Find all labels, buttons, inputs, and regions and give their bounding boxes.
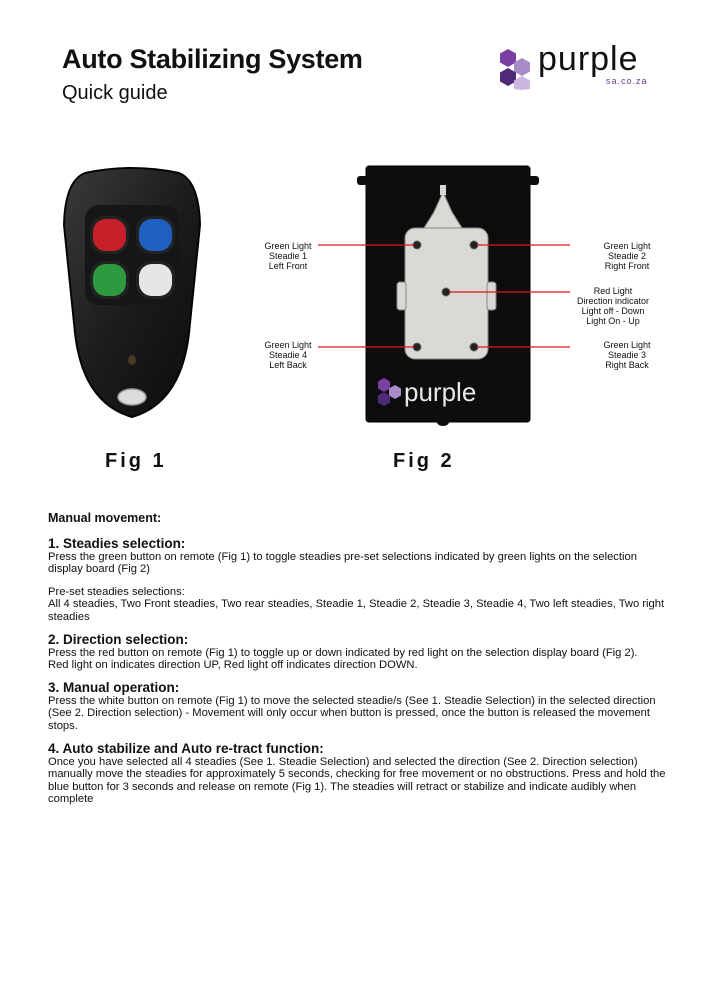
page-title: Auto Stabilizing System — [62, 44, 363, 74]
callout-direction: Red Light Direction indicator Light off - Down Light On - Up — [576, 286, 650, 326]
callout-left-back: Green Light Steadie 4 Left Back — [264, 340, 312, 370]
led-right-front-icon — [470, 241, 478, 249]
instructions — [48, 512, 668, 815]
callout-right-back: Green Light Steadie 3 Right Back — [603, 340, 651, 370]
logo-word: purple — [538, 40, 639, 78]
section-title: 3. Manual operation: — [48, 679, 180, 695]
section-title: 1. Steadies selection: — [48, 535, 186, 551]
paragraph: Press the white button on remote (Fig 1) to move the selected steadie/s (See 1. Steadie Selection) in the selected direction (See 2. Direction selection) - Movement will only occur when button is pressed, once the button is released the movement stops. — [48, 694, 656, 732]
fig1-label: Fig 1 — [105, 450, 167, 472]
callout-left-front: Green Light Steadie 1 Left Front — [264, 241, 312, 271]
paragraph: Red light on indicates direction UP, Red light off indicates direction DOWN. — [48, 659, 418, 672]
section-direction — [48, 633, 668, 672]
section-title: 2. Direction selection: — [48, 631, 189, 647]
paragraph: All 4 steadies, Two Front steadies, Two rear steadies, Steadie 1, Steadie 2, Steadie 3, Steadie 4, Two left steadies, Two right steadies — [48, 598, 665, 623]
led-right-back-icon — [470, 343, 478, 351]
led-direction-icon — [442, 288, 450, 296]
fig2-label: Fig 2 — [393, 450, 455, 472]
section-auto — [48, 742, 668, 806]
section-manual — [48, 681, 668, 733]
paragraph: Press the green button on remote (Fig 1) to toggle steadies pre-set selections indicated by green lights on the selection display board (Fig 2) — [48, 550, 637, 576]
paragraph: Press the red button on remote (Fig 1) to toggle up or down indicated by red light on the selection display board (Fig 2). — [48, 646, 638, 659]
led-left-front-icon — [413, 241, 421, 249]
section-title: 4. Auto stabilize and Auto re-tract function: — [48, 740, 324, 756]
logo-subtext: sa.co.za — [606, 76, 648, 86]
paragraph: Once you have selected all 4 steadies (See 1. Steadie Selection) and selected the direction (See 2. Direction selection) manually move the steadies for approximately 5 seconds, checking for free movement or no obstructions. Press and hold the blue button for 3 seconds and release on remote (Fig 1). The steadies will retract or stabilize and indicate audibly when complete — [48, 755, 666, 806]
callout-right-front: Green Light Steadie 2 Right Front — [603, 241, 651, 271]
led-left-back-icon — [413, 343, 421, 351]
page-subtitle: Quick guide — [62, 82, 168, 104]
display-board-figure — [0, 0, 707, 440]
board-logo-word: purple — [404, 377, 477, 407]
section-heading: Manual movement: — [48, 511, 162, 525]
section-steadies — [48, 537, 668, 624]
paragraph: Pre-set steadies selections: — [48, 585, 185, 598]
